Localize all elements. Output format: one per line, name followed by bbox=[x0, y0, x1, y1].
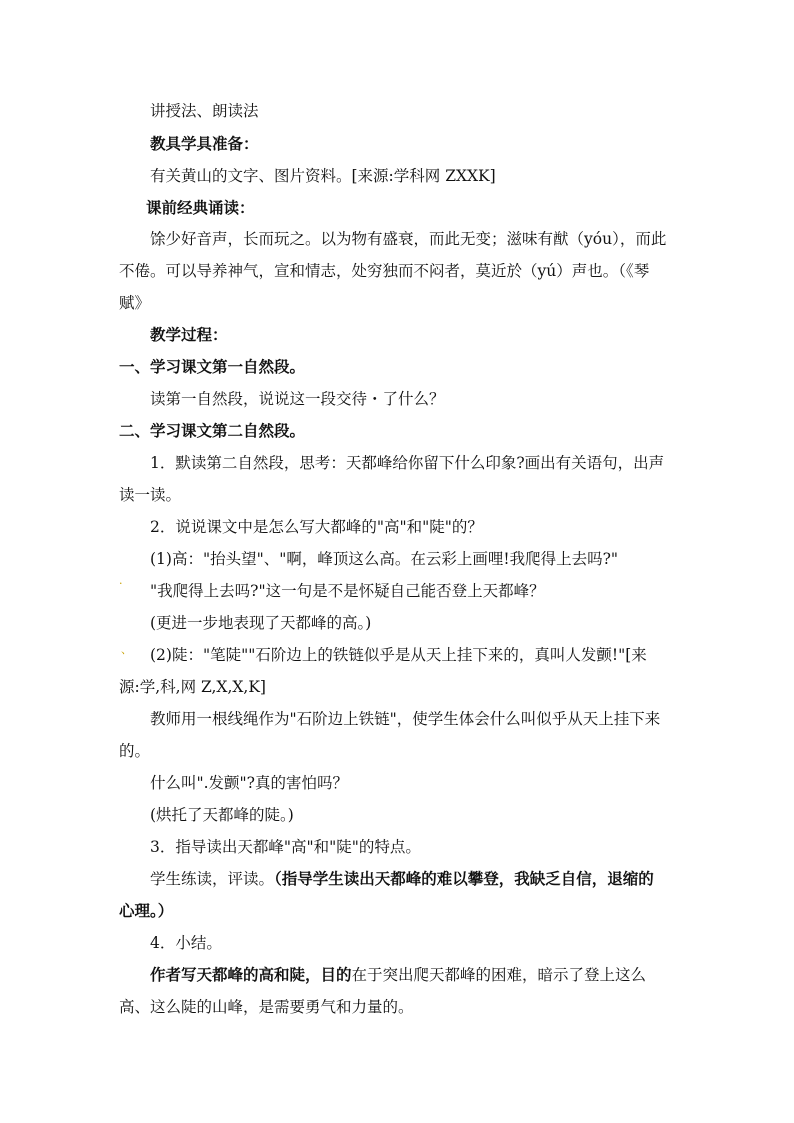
step-2-steep-line-2: 源:学,科,网 Z,X,X,K] bbox=[119, 678, 266, 696]
step-2-question: "我爬得上去吗?"这一句是不是怀疑自己能否登上天都峰？ bbox=[150, 582, 545, 600]
summary-bold: 作者写天都峰的高和陡，目的 bbox=[150, 965, 352, 984]
step-3-guidance-end: 心理。） bbox=[119, 901, 174, 920]
tools-text: 有关黄山的文字、图片资料。[来源:学科网 ZXXK] bbox=[150, 167, 496, 185]
step-2: 2．说说课文中是怎么写大都峰的"高"和"陡"的？ bbox=[150, 518, 483, 536]
summary-line-2: 高、这么陡的山峰，是需要勇气和力量的。 bbox=[119, 998, 414, 1016]
section-2-heading: 二、学习课文第二自然段。 bbox=[119, 421, 306, 440]
stray-mark: 、 bbox=[121, 643, 132, 656]
section-1-heading: 一、学习课文第一自然段。 bbox=[119, 357, 306, 376]
section-1-text: 读第一自然段，说说这一段交待・了什么？ bbox=[150, 390, 445, 408]
summary-line-1 bbox=[150, 964, 646, 986]
classic-text-line-2: 不倦。可以导养神气，宣和情志，处穷独而不闷者，莫近於（yú）声也。（《琴 bbox=[119, 262, 650, 280]
teacher-demo-line-2: 的。 bbox=[119, 742, 151, 760]
step-1-line-2: 读一读。 bbox=[119, 486, 182, 504]
step-3-practice bbox=[150, 868, 654, 890]
process-heading: 教学过程： bbox=[150, 325, 228, 344]
summary-text: 在于突出爬天都峰的困难，暗示了登上这么 bbox=[351, 966, 647, 984]
step-2-high: (1)高："抬头望"、"啊，峰顶这么高。在云彩上画哩!我爬得上去吗?" bbox=[150, 550, 619, 568]
steep-note: (烘托了天都峰的陡。) bbox=[150, 806, 294, 824]
tremble-question: 什么叫".发颤"?真的害怕吗？ bbox=[150, 774, 348, 792]
step-1-line-1: 1．默读第二自然段，思考：天都峰给你留下什么印象?画出有关语句，出声 bbox=[150, 454, 665, 472]
tools-heading: 教具学具准备： bbox=[150, 134, 259, 153]
teacher-demo-line-1: 教师用一根线绳作为"石阶边上铁链"，使学生体会什么叫似乎从天上挂下来 bbox=[150, 710, 661, 728]
step-2-steep-line-1: (2)陡："笔陡""石阶边上的铁链似乎是从天上挂下来的，真叫人发颤!"[来 bbox=[150, 646, 647, 664]
classic-text-line-3: 赋》 bbox=[119, 294, 151, 312]
classic-reading-heading: 课前经典诵读： bbox=[146, 198, 255, 217]
teaching-method: 讲授法、朗读法 bbox=[150, 102, 259, 120]
step-3: 3．指导读出天都峰"高"和"陡"的特点。 bbox=[150, 838, 421, 856]
step-4: 4．小结。 bbox=[150, 934, 222, 952]
classic-text-line-1: 馀少好音声，长而玩之。以为物有盛衰，而此无变；滋味有猷（yóu），而此 bbox=[150, 230, 667, 248]
practice-guidance: （指导学生读出天都峰的难以攀登，我缺乏自信，退缩的 bbox=[274, 869, 654, 888]
practice-text: 学生练读，评读。 bbox=[150, 870, 275, 888]
step-2-high-note: (更进一步地表现了天都峰的高。) bbox=[150, 614, 372, 632]
stray-mark: . bbox=[119, 574, 123, 587]
